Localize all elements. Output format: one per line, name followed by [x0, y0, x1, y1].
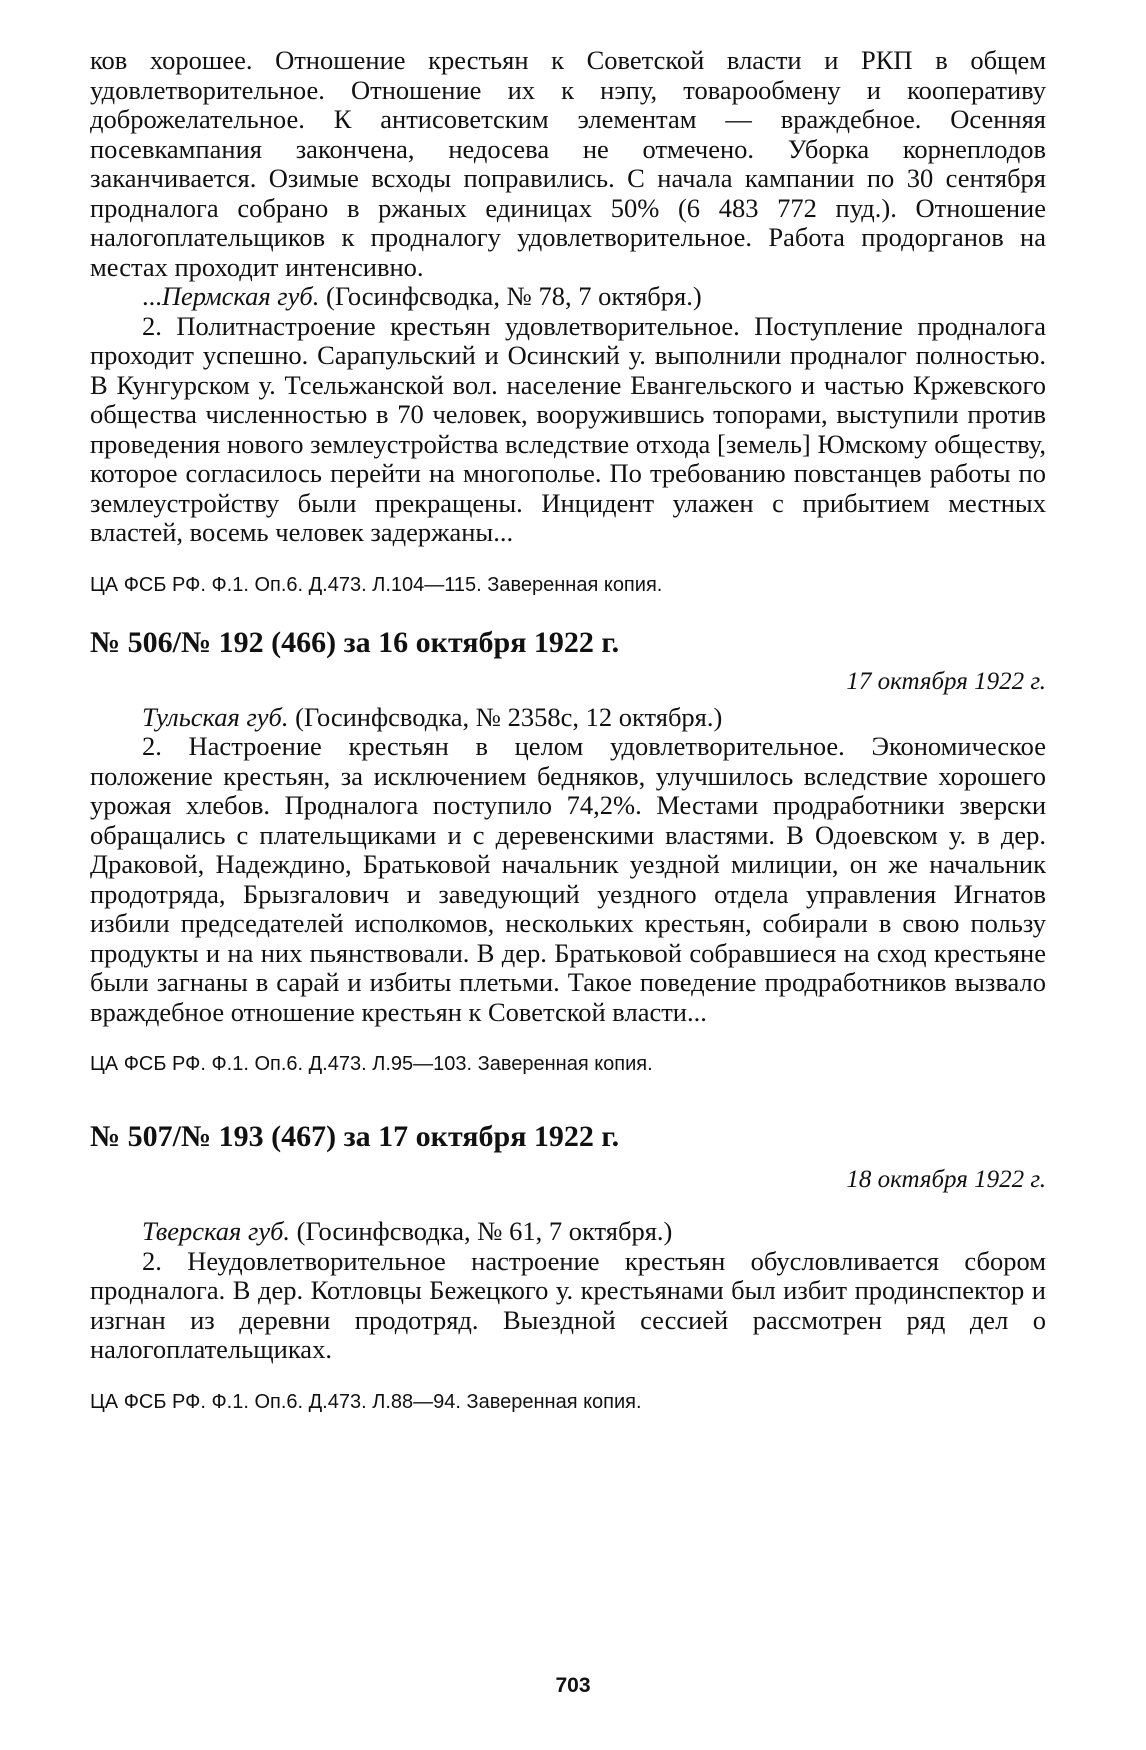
- document-title: № 507/№ 193 (467) за 17 октября 1922 г.: [90, 1120, 620, 1153]
- paragraph-text: 2. Политнастроение крестьян удовлетворительное. Поступление продналога проходит успешно. Сарапульский и Осинский у. выполнили продналог полностью. В Кунгурском у. Тсельжанской вол. население Евангельского и частью Кржевского общества численностью в 70 человек, вооружившись топорами, выступили против проведения нового землеустройства вследствие отхода [земель] Юмскому обществу, которое согласилось перейти на многополье. По требованию повстанцев работы по землеустройству были прекращены. Инцидент улажен с прибытием местных властей, восемь человек задержаны.: [90, 310, 1046, 547]
- region-source: (Госинфсводка, № 2358с, 12 октября.): [288, 701, 723, 732]
- body-paragraph: 2. Настроение крестьян в целом удовлетворительное. Экономическое положение крестьян, за исключением бедняков, улучшилось вследствие хорошего урожая хлебов. Продналога поступило 74,2%. Местами продработники зверски обращались с плательщиками и с деревенскими властями. В Одоевском у. в дер. Драковой, Надеждино, Братьковой начальник уездной милиции, он же начальник продотряда, Брызгалович и заведующий уездного отдела управления Игнатов избили председателей исполкомов, нескольких крестьян, собирали в свою пользу продукты и на них пьянствовали. В дер. Братьковой собравшиеся на сход крестьяне были загнаны в сарай и избиты плетьми. Такое поведение продработников вызвало враждебное отношение крестьян к Советской власти...: [90, 731, 1046, 1027]
- archive-source: ЦА ФСБ РФ. Ф.1. Оп.6. Д.473. Л.104—115. Заверенная копия.: [90, 573, 663, 596]
- document-title: № 506/№ 192 (466) за 16 октября 1922 г.: [90, 625, 620, 659]
- region-line: [90, 703, 1046, 733]
- region-name: Пермская губ.: [161, 281, 320, 311]
- region-line: [90, 282, 1046, 312]
- ellipsis: ..: [499, 517, 514, 547]
- region-source: (Госинфсводка, № 78, 7 октября.): [319, 281, 702, 311]
- region-source: (Госинфсводка, № 61, 7 октября.): [290, 1216, 673, 1246]
- document-date: 18 октября 1922 г.: [846, 1166, 1046, 1193]
- page-number: 703: [555, 1674, 591, 1697]
- document-date: 17 октября 1922 г.: [846, 667, 1046, 695]
- body-paragraph: [90, 312, 1046, 548]
- body-paragraph: 2. Неудовлетворительное настроение крестьян обусловливается сбором продналога. В дер. Котловцы Бежецкого у. крестьянами был избит продинспектор и изгнан из деревни продотряд. Выездной сессией рассмотрен ряд дел о налогоплательщиках.: [90, 1245, 1046, 1364]
- archive-source: ЦА ФСБ РФ. Ф.1. Оп.6. Д.473. Л.95—103. Заверенная копия.: [90, 1053, 653, 1075]
- region-name: Тульская губ.: [142, 701, 289, 732]
- region-name: Тверская губ.: [142, 1216, 291, 1246]
- archive-source: ЦА ФСБ РФ. Ф.1. Оп.6. Д.473. Л.88—94. Заверенная копия.: [90, 1390, 642, 1413]
- region-line: [90, 1217, 1046, 1247]
- body-paragraph: ков хорошее. Отношение крестьян к Советской власти и РКП в общем удовлетворительное. Отношение их к нэпу, товарообмену и кооперативу доброжелательное. К антисоветским элементам — враждебное. Осенняя посевкампания закончена, недосева не отмечено. Уборка корнеплодов заканчивается. Озимые всходы поправились. С начала кампании по 30 сентября продналога собрано в ржаных единицах 50% (6 483 772 пуд.). Отношение налогоплательщиков к продналогу удовлетворительное. Работа продорганов на местах проходит интенсивно.: [90, 45, 1046, 282]
- ellipsis: ...: [142, 281, 162, 311]
- document-page: [90, 46, 1046, 1415]
